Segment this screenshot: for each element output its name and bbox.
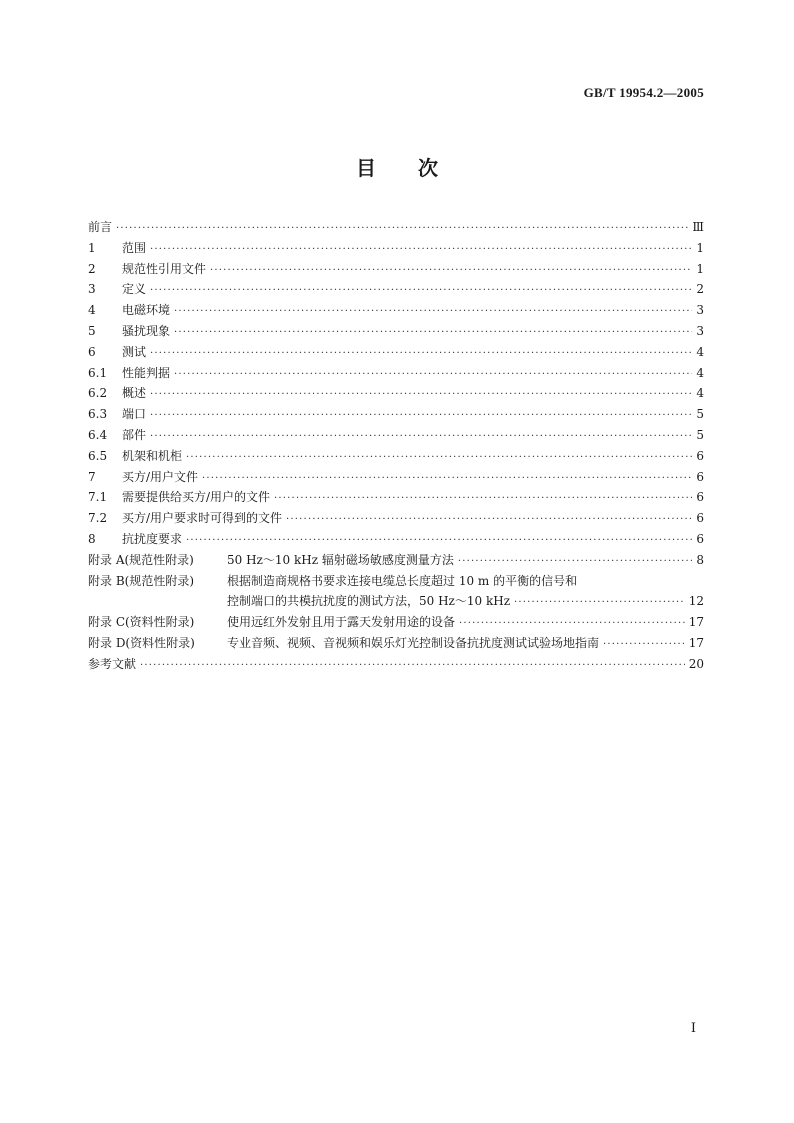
toc-page: 3 (696, 303, 704, 318)
toc-entry[interactable] (88, 529, 704, 550)
toc-number: 2 (88, 261, 96, 276)
toc-annex-d[interactable] (88, 633, 704, 654)
table-of-contents (88, 217, 704, 675)
leader-dots (202, 469, 692, 490)
toc-number: 7.2 (88, 511, 108, 526)
toc-annex-b[interactable] (88, 571, 704, 592)
toc-annex-c[interactable] (88, 612, 704, 633)
toc-entry[interactable] (88, 425, 704, 446)
toc-label: 定义 (122, 282, 147, 297)
toc-entry-foreword[interactable] (88, 217, 704, 238)
toc-label: 骚扰现象 (122, 323, 171, 338)
toc-page: 1 (696, 240, 704, 255)
leader-dots (174, 302, 692, 323)
toc-page: 2 (696, 282, 704, 297)
toc-entry[interactable] (88, 467, 704, 488)
toc-entry[interactable] (88, 259, 704, 280)
leader-dots (603, 635, 685, 656)
toc-page: 8 (696, 552, 704, 567)
toc-entry[interactable] (88, 383, 704, 404)
toc-page: 6 (696, 490, 704, 505)
annex-label: 附录 D(资料性附录) (88, 635, 195, 650)
toc-label: 电磁环境 (122, 303, 171, 318)
toc-page: 4 (696, 386, 704, 401)
leader-dots (210, 261, 692, 282)
leader-dots (458, 552, 692, 573)
toc-label: 机架和机柜 (122, 448, 183, 463)
toc-page: 3 (696, 323, 704, 338)
toc-number: 8 (88, 531, 96, 546)
toc-entry[interactable] (88, 508, 704, 529)
toc-label: 部件 (122, 427, 147, 442)
toc-annex-a[interactable] (88, 550, 704, 571)
toc-label: 端口 (122, 407, 147, 422)
toc-label: 买方/用户要求时可得到的文件 (122, 511, 283, 526)
toc-page: Ⅲ (692, 220, 704, 234)
leader-dots (186, 448, 692, 469)
toc-entry[interactable] (88, 404, 704, 425)
toc-entry[interactable] (88, 363, 704, 384)
toc-number: 7 (88, 469, 96, 484)
toc-entry[interactable] (88, 300, 704, 321)
toc-entry[interactable] (88, 487, 704, 508)
leader-dots (186, 531, 692, 552)
annex-title: 使用远红外发射且用于露天发射用途的设备 (227, 615, 456, 630)
annex-label: 附录 B(规范性附录) (88, 573, 194, 588)
toc-label: 前言 (88, 220, 113, 234)
toc-number: 6.5 (88, 448, 108, 463)
toc-label: 概述 (122, 386, 147, 401)
annex-label: 附录 A(规范性附录) (88, 552, 194, 567)
toc-page: 5 (696, 427, 704, 442)
toc-page: 17 (688, 615, 704, 630)
toc-number: 6.2 (88, 386, 108, 401)
toc-entry[interactable] (88, 342, 704, 363)
toc-number: 6.4 (88, 427, 108, 442)
leader-dots (514, 593, 685, 614)
toc-number: 5 (88, 323, 96, 338)
title-char-1: 目 (356, 156, 376, 180)
toc-number: 1 (88, 240, 96, 255)
toc-entry[interactable] (88, 446, 704, 467)
annex-title: 根据制造商规格书要求连接电缆总长度超过 10 m 的平衡的信号和 (227, 573, 578, 588)
toc-annex-b-continued[interactable] (88, 591, 704, 612)
toc-label: 参考文献 (88, 656, 137, 671)
page-number: I (690, 1021, 696, 1036)
toc-page: 6 (696, 469, 704, 484)
toc-label: 规范性引用文件 (122, 261, 207, 276)
page-title (0, 152, 794, 181)
leader-dots (274, 489, 692, 510)
leader-dots (459, 614, 685, 635)
toc-entry[interactable] (88, 279, 704, 300)
leader-dots (286, 510, 692, 531)
toc-number: 6.3 (88, 407, 108, 422)
leader-dots (140, 656, 685, 677)
toc-page: 6 (696, 511, 704, 526)
toc-page: 17 (688, 635, 704, 650)
toc-page: 12 (688, 594, 704, 609)
toc-number: 4 (88, 303, 96, 318)
leader-dots (174, 365, 692, 386)
leader-dots (150, 406, 692, 427)
leader-dots (150, 281, 692, 302)
toc-page: 4 (696, 365, 704, 380)
leader-dots (150, 427, 692, 448)
toc-label: 需要提供给买方/用户的文件 (122, 490, 271, 505)
toc-entry[interactable] (88, 321, 704, 342)
toc-number: 7.1 (88, 490, 108, 505)
leader-dots (150, 344, 692, 365)
toc-number: 3 (88, 282, 96, 297)
standard-code: GB/T 19954.2—2005 (583, 85, 704, 100)
leader-dots (150, 385, 692, 406)
toc-page: 6 (696, 531, 704, 546)
annex-label: 附录 C(资料性附录) (88, 615, 195, 630)
toc-number: 6 (88, 344, 96, 359)
title-char-2: 次 (418, 156, 438, 180)
leader-dots (174, 323, 692, 344)
toc-label: 测试 (122, 344, 147, 359)
toc-label: 范围 (122, 240, 147, 255)
toc-label: 抗扰度要求 (122, 531, 183, 546)
toc-entry-references[interactable] (88, 654, 704, 675)
toc-page: 1 (696, 261, 704, 276)
annex-title: 50 Hz～10 kHz 辐射磁场敏感度测量方法 (227, 552, 454, 567)
toc-page: 4 (696, 344, 704, 359)
toc-label: 买方/用户文件 (122, 469, 199, 484)
leader-dots (150, 240, 692, 261)
toc-label: 性能判据 (122, 365, 171, 380)
toc-entry[interactable] (88, 238, 704, 259)
toc-number: 6.1 (88, 365, 108, 380)
toc-page: 20 (688, 656, 704, 671)
toc-page: 6 (696, 448, 704, 463)
toc-page: 5 (696, 407, 704, 422)
annex-title: 专业音频、视频、音视频和娱乐灯光控制设备抗扰度测试试验场地指南 (227, 635, 600, 650)
annex-title-continued: 控制端口的共模抗扰度的测试方法，50 Hz～10 kHz (227, 594, 511, 609)
leader-dots (116, 219, 688, 240)
